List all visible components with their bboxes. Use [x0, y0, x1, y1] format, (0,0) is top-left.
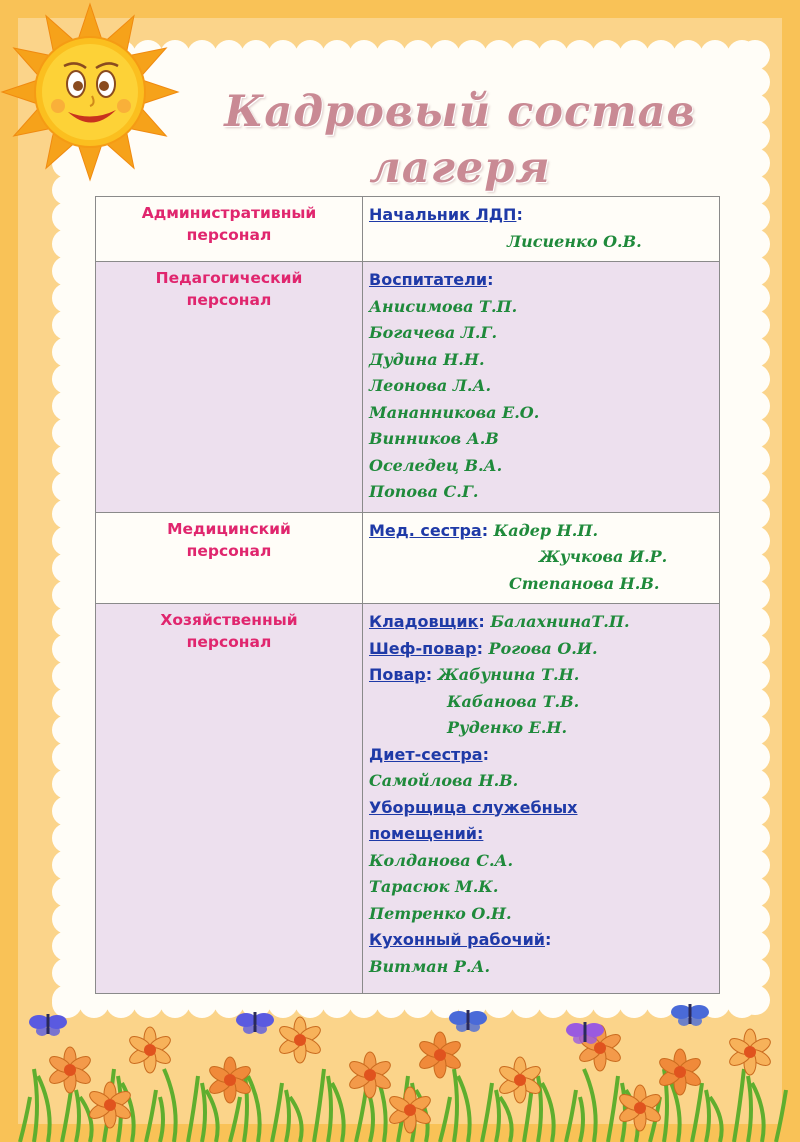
- scallop-edge: [52, 445, 82, 475]
- scallop-edge: [349, 40, 379, 70]
- grass-blade: [710, 1097, 722, 1142]
- staff-line: [369, 768, 713, 795]
- scallop-edge: [740, 688, 770, 718]
- scallop-edge: [740, 391, 770, 421]
- scallop-edge: [484, 40, 514, 70]
- staff-line: [369, 927, 713, 954]
- category-label: Педагогический: [155, 269, 303, 287]
- grass-blade: [206, 1090, 218, 1142]
- grass-blade: [692, 1083, 702, 1142]
- scallop-edge: [52, 796, 82, 826]
- person-name: Кадер Н.П.: [493, 520, 599, 540]
- category-label: персонал: [186, 541, 272, 560]
- grass-blade: [230, 1097, 240, 1142]
- scallop-edge: [403, 40, 433, 70]
- grass-blade: [542, 1083, 554, 1142]
- category-label: Медицинский: [167, 519, 291, 538]
- scallop-edge: [740, 715, 770, 745]
- scallop-edge: [740, 850, 770, 880]
- scallop-edge: [268, 40, 298, 70]
- grass-blade: [776, 1090, 786, 1142]
- staff-line: [369, 874, 713, 901]
- scallop-edge: [740, 796, 770, 826]
- scallop-edge: [740, 553, 770, 583]
- scallop-edge: [52, 256, 82, 286]
- grass-blade: [482, 1083, 492, 1142]
- flower-icon: [347, 1052, 393, 1098]
- staff-line: [369, 636, 713, 663]
- scallop-edge: [52, 850, 82, 880]
- grass-blade: [706, 1090, 709, 1142]
- scallop-edge: [52, 769, 82, 799]
- role-label: Воспитатели: [369, 270, 488, 289]
- grass-blade: [328, 1076, 331, 1142]
- scallop-edge: [740, 283, 770, 313]
- person-name: Руденко Е.Н.: [447, 718, 568, 737]
- person-name: БалахнинаТ.П.: [490, 612, 630, 631]
- scallop-edge: [740, 256, 770, 286]
- scallop-edge: [592, 40, 622, 70]
- scallop-edge: [52, 634, 82, 664]
- scallop-edge: [740, 121, 770, 151]
- staff-line: [369, 347, 713, 374]
- scallop-edge: [740, 958, 770, 988]
- grass-blade: [80, 1097, 92, 1142]
- staff-list-cell: [363, 604, 720, 994]
- role-colon: :: [516, 205, 523, 224]
- scallop-edge: [241, 40, 271, 70]
- person-name: Анисимова Т.П.: [369, 296, 518, 316]
- category-label: персонал: [186, 226, 272, 244]
- grass-blade: [76, 1090, 79, 1142]
- person-name: Кабанова Т.В.: [447, 691, 580, 711]
- role-colon: :: [425, 665, 438, 684]
- scallop-edge: [52, 904, 82, 934]
- person-name: Дудина Н.Н.: [369, 349, 485, 369]
- scallop-edge: [740, 607, 770, 637]
- staff-line: [369, 294, 713, 321]
- scallop-edge: [52, 229, 82, 259]
- scallop-edge: [740, 634, 770, 664]
- grass-blade: [496, 1090, 499, 1142]
- person-name: Мананникова Е.О.: [369, 402, 540, 422]
- category-label: Хозяйственный: [160, 611, 298, 629]
- staff-line: [369, 571, 713, 598]
- scallop-edge: [52, 580, 82, 610]
- person-name: Самойлова Н.В.: [369, 771, 519, 790]
- grass-blade: [290, 1097, 302, 1142]
- scallop-edge: [52, 688, 82, 718]
- scallop-edge: [673, 40, 703, 70]
- scallop-edge: [740, 877, 770, 907]
- scallop-edge: [740, 94, 770, 124]
- staff-list-cell: [363, 262, 720, 513]
- grass-blade: [164, 1069, 176, 1142]
- grass-blade: [34, 1069, 37, 1142]
- scallop-edge: [700, 40, 730, 70]
- grass-blade: [356, 1090, 366, 1142]
- scallop-edge: [457, 40, 487, 70]
- scallop-edge: [52, 931, 82, 961]
- role-label: помещений:: [369, 824, 484, 843]
- grass-blade: [440, 1097, 450, 1142]
- scallop-edge: [740, 445, 770, 475]
- scallop-edge: [52, 607, 82, 637]
- scallop-edge: [52, 202, 82, 232]
- person-name: Попова С.Г.: [369, 482, 479, 501]
- category-label: персонал: [186, 633, 272, 651]
- person-name: Колданова С.А.: [369, 850, 514, 870]
- staff-line: [369, 848, 713, 875]
- flower-icon: [497, 1057, 543, 1103]
- grass-blade: [272, 1083, 282, 1142]
- grass-blade: [332, 1083, 344, 1142]
- scallop-edge: [52, 742, 82, 772]
- grass-blade: [748, 1076, 751, 1142]
- scallop-edge: [295, 40, 325, 70]
- scallop-edge: [740, 229, 770, 259]
- staff-line: [369, 267, 713, 294]
- scallop-edge: [740, 67, 770, 97]
- scallop-edge: [538, 40, 568, 70]
- scallop-edge: [740, 661, 770, 691]
- flower-icon: [127, 1027, 173, 1073]
- staff-line: [369, 229, 713, 256]
- grass-blade: [160, 1097, 163, 1142]
- scallop-edge: [740, 337, 770, 367]
- scallop-edge: [52, 337, 82, 367]
- staff-line: [369, 202, 713, 229]
- flower-icon: [47, 1047, 93, 1093]
- staff-line: [369, 742, 713, 769]
- person-name: Рогова О.И.: [488, 638, 598, 658]
- scallop-edge: [52, 364, 82, 394]
- scallop-edge: [52, 553, 82, 583]
- role-label: Мед. сестра: [369, 520, 482, 540]
- staff-row: [96, 512, 720, 604]
- person-name: Жабунина Т.Н.: [437, 665, 580, 684]
- scallop-edge: [52, 526, 82, 556]
- grass-blade: [20, 1097, 30, 1142]
- scallop-edge: [740, 40, 770, 70]
- scallop-edge: [565, 40, 595, 70]
- person-name: Тарасюк М.К.: [369, 877, 499, 896]
- staff-table: [95, 196, 720, 994]
- grass-blade: [500, 1097, 512, 1142]
- scallop-edge: [740, 472, 770, 502]
- scallop-edge: [740, 823, 770, 853]
- staff-line: [369, 453, 713, 480]
- staff-line: [369, 400, 713, 427]
- scallop-edge: [511, 40, 541, 70]
- staff-row: [96, 262, 720, 513]
- scallop-edge: [740, 769, 770, 799]
- grass-blade: [370, 1097, 373, 1142]
- scallop-edge: [52, 661, 82, 691]
- staff-line: [369, 544, 713, 571]
- role-colon: :: [487, 270, 494, 289]
- role-label: Начальник ЛДП: [369, 205, 517, 224]
- staff-line: [369, 795, 713, 822]
- role-colon: :: [476, 638, 489, 658]
- staff-list-cell: [363, 197, 720, 262]
- grass-blade: [188, 1076, 198, 1142]
- role-label: Повар: [369, 665, 426, 684]
- sun-icon: [0, 0, 200, 200]
- scallop-edge: [740, 904, 770, 934]
- role-colon: :: [482, 744, 489, 764]
- scallop-edge: [52, 499, 82, 529]
- category-label: Административный: [141, 204, 317, 222]
- title-line-1: Кадровый состав: [224, 87, 696, 137]
- scallop-edge: [740, 580, 770, 610]
- butterfly-icon: [236, 1012, 274, 1034]
- staff-row: [96, 604, 720, 994]
- scallop-edge: [740, 310, 770, 340]
- staff-line: [369, 662, 713, 689]
- grass-blade: [584, 1069, 596, 1142]
- scallop-edge: [376, 40, 406, 70]
- flower-meadow-icon: [0, 1000, 800, 1142]
- grass-blade: [314, 1069, 324, 1142]
- scallop-edge: [740, 526, 770, 556]
- grass-blade: [580, 1097, 583, 1142]
- role-colon: :: [481, 520, 494, 540]
- flower-icon: [277, 1017, 323, 1063]
- staff-line: [369, 518, 713, 545]
- category-cell: [96, 197, 363, 262]
- staff-line: [369, 821, 713, 848]
- scallop-edge: [430, 40, 460, 70]
- flower-icon: [727, 1029, 773, 1075]
- scallop-edge: [52, 472, 82, 502]
- role-colon: :: [478, 612, 491, 631]
- staff-line: [369, 609, 713, 636]
- person-name: Жучкова И.Р.: [539, 547, 668, 566]
- grass-blade: [734, 1069, 744, 1142]
- staff-list-cell: [363, 512, 720, 604]
- scallop-edge: [52, 283, 82, 313]
- scallop-edge: [52, 715, 82, 745]
- person-name: Степанова Н.В.: [509, 573, 660, 593]
- staff-line: [369, 954, 713, 981]
- grass-blade: [454, 1069, 457, 1142]
- person-name: Винников А.В: [369, 429, 499, 448]
- page-title: [180, 84, 740, 196]
- butterfly-icon: [449, 1010, 487, 1032]
- grass-blade: [608, 1076, 618, 1142]
- role-label: Кладовщик: [369, 612, 479, 631]
- person-name: Витман Р.А.: [369, 956, 491, 976]
- staff-line: [369, 373, 713, 400]
- scallop-edge: [52, 958, 82, 988]
- scallop-edge: [214, 40, 244, 70]
- grass-blade: [38, 1076, 50, 1142]
- staff-line: [369, 426, 713, 453]
- scallop-edge: [740, 418, 770, 448]
- role-label: Уборщица служебных: [369, 797, 578, 817]
- scallop-edge: [740, 931, 770, 961]
- butterfly-icon: [29, 1014, 67, 1036]
- scallop-edge: [740, 202, 770, 232]
- scallop-edge: [740, 742, 770, 772]
- person-name: Лисиенко О.В.: [507, 231, 642, 251]
- grass-blade: [146, 1090, 156, 1142]
- role-label: Диет-сестра: [369, 744, 483, 764]
- scallop-edge: [52, 823, 82, 853]
- grass-blade: [286, 1090, 289, 1142]
- staff-line: [369, 479, 713, 506]
- scallop-edge: [52, 877, 82, 907]
- title-line-2: лагеря: [369, 143, 551, 193]
- category-cell: [96, 512, 363, 604]
- scallop-edge: [52, 418, 82, 448]
- grass-blade: [566, 1090, 576, 1142]
- scallop-edge: [740, 364, 770, 394]
- category-label: персонал: [186, 291, 272, 309]
- scallop-edge: [322, 40, 352, 70]
- scallop-edge: [619, 40, 649, 70]
- grass-blade: [202, 1083, 205, 1142]
- person-name: Леонова Л.А.: [369, 376, 492, 395]
- scallop-edge: [740, 148, 770, 178]
- staff-line: [369, 901, 713, 928]
- scallop-edge: [646, 40, 676, 70]
- role-label: Шеф-повар: [369, 638, 477, 658]
- person-name: Богачева Л.Г.: [369, 323, 498, 342]
- grass-blade: [244, 1069, 247, 1142]
- person-name: Петренко О.Н.: [369, 903, 512, 923]
- grass-blade: [248, 1076, 260, 1142]
- scallop-edge: [740, 175, 770, 205]
- category-cell: [96, 604, 363, 994]
- staff-line: [369, 715, 713, 742]
- scallop-edge: [740, 499, 770, 529]
- person-name: Оселедец В.А.: [369, 455, 503, 475]
- role-label: Кухонный рабочий: [369, 930, 545, 949]
- butterfly-icon: [671, 1004, 709, 1026]
- grass-blade: [458, 1076, 470, 1142]
- staff-line: [369, 320, 713, 347]
- scallop-edge: [52, 310, 82, 340]
- staff-row: [96, 197, 720, 262]
- category-cell: [96, 262, 363, 513]
- grass-blade: [752, 1083, 764, 1142]
- scallop-edge: [52, 391, 82, 421]
- staff-line: [369, 689, 713, 716]
- role-colon: :: [545, 930, 552, 949]
